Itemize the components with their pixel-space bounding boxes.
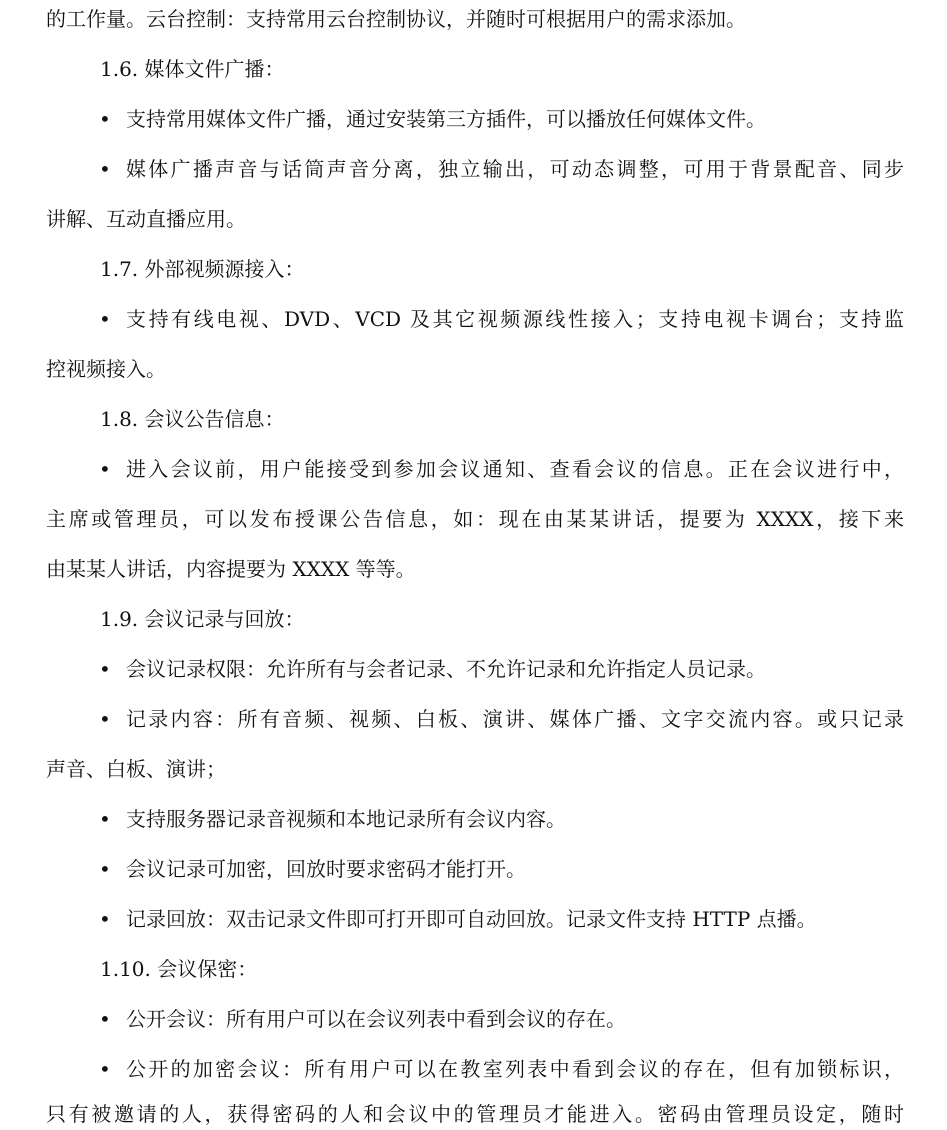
bullet-item-continuation: 控视频接入。: [46, 357, 166, 381]
bullet-icon: •: [99, 157, 111, 181]
bullet-item: 支持服务器记录音视频和本地记录所有会议内容。: [126, 807, 566, 831]
section-heading-1-9: 1.9. 会议记录与回放：: [100, 607, 305, 631]
bullet-item: 公开的加密会议：所有用户可以在教室列表中看到会议的存在，但有加锁标识，: [126, 1057, 904, 1081]
bullet-icon: •: [99, 457, 111, 481]
bullet-icon: •: [99, 307, 111, 331]
bullet-item: 媒体广播声音与话筒声音分离，独立输出，可动态调整，可用于背景配音、同步: [126, 157, 904, 181]
bullet-item-continuation: 声音、白板、演讲；: [46, 757, 226, 781]
section-heading-1-6: 1.6. 媒体文件广播：: [100, 57, 285, 81]
bullet-item: 会议记录权限：允许所有与会者记录、不允许记录和允许指定人员记录。: [126, 657, 766, 681]
bullet-item: 记录内容：所有音频、视频、白板、演讲、媒体广播、文字交流内容。或只记录: [126, 707, 904, 731]
bullet-item-continuation: 讲解、互动直播应用。: [46, 207, 246, 231]
bullet-item-continuation: 只有被邀请的人，获得密码的人和会议中的管理员才能进入。密码由管理员设定，随时: [46, 1102, 904, 1126]
section-heading-1-8: 1.8. 会议公告信息：: [100, 407, 285, 431]
bullet-item: 会议记录可加密，回放时要求密码才能打开。: [126, 857, 526, 881]
bullet-item: 支持有线电视、DVD、VCD 及其它视频源线性接入；支持电视卡调台；支持监: [126, 307, 904, 331]
bullet-icon: •: [99, 1007, 111, 1031]
bullet-icon: •: [99, 657, 111, 681]
bullet-icon: •: [99, 907, 111, 931]
bullet-item: 记录回放：双击记录文件即可打开即可自动回放。记录文件支持 HTTP 点播。: [126, 907, 817, 931]
bullet-icon: •: [99, 807, 111, 831]
bullet-icon: •: [99, 857, 111, 881]
paragraph-line: 的工作量。云台控制：支持常用云台控制协议，并随时可根据用户的需求添加。: [46, 7, 746, 31]
bullet-item: 进入会议前，用户能接受到参加会议通知、查看会议的信息。正在会议进行中，: [126, 457, 904, 481]
bullet-icon: •: [99, 107, 111, 131]
bullet-item-continuation: 由某某人讲话，内容提要为 XXXX 等等。: [46, 557, 416, 581]
bullet-item-continuation: 主席或管理员，可以发布授课公告信息，如：现在由某某讲话，提要为 XXXX，接下来: [46, 507, 904, 531]
section-heading-1-10: 1.10. 会议保密：: [100, 957, 258, 981]
bullet-icon: •: [99, 707, 111, 731]
section-heading-1-7: 1.7. 外部视频源接入：: [100, 257, 305, 281]
bullet-item: 公开会议：所有用户可以在会议列表中看到会议的存在。: [126, 1007, 626, 1031]
bullet-item: 支持常用媒体文件广播，通过安装第三方插件，可以播放任何媒体文件。: [126, 107, 766, 131]
bullet-icon: •: [99, 1057, 111, 1081]
